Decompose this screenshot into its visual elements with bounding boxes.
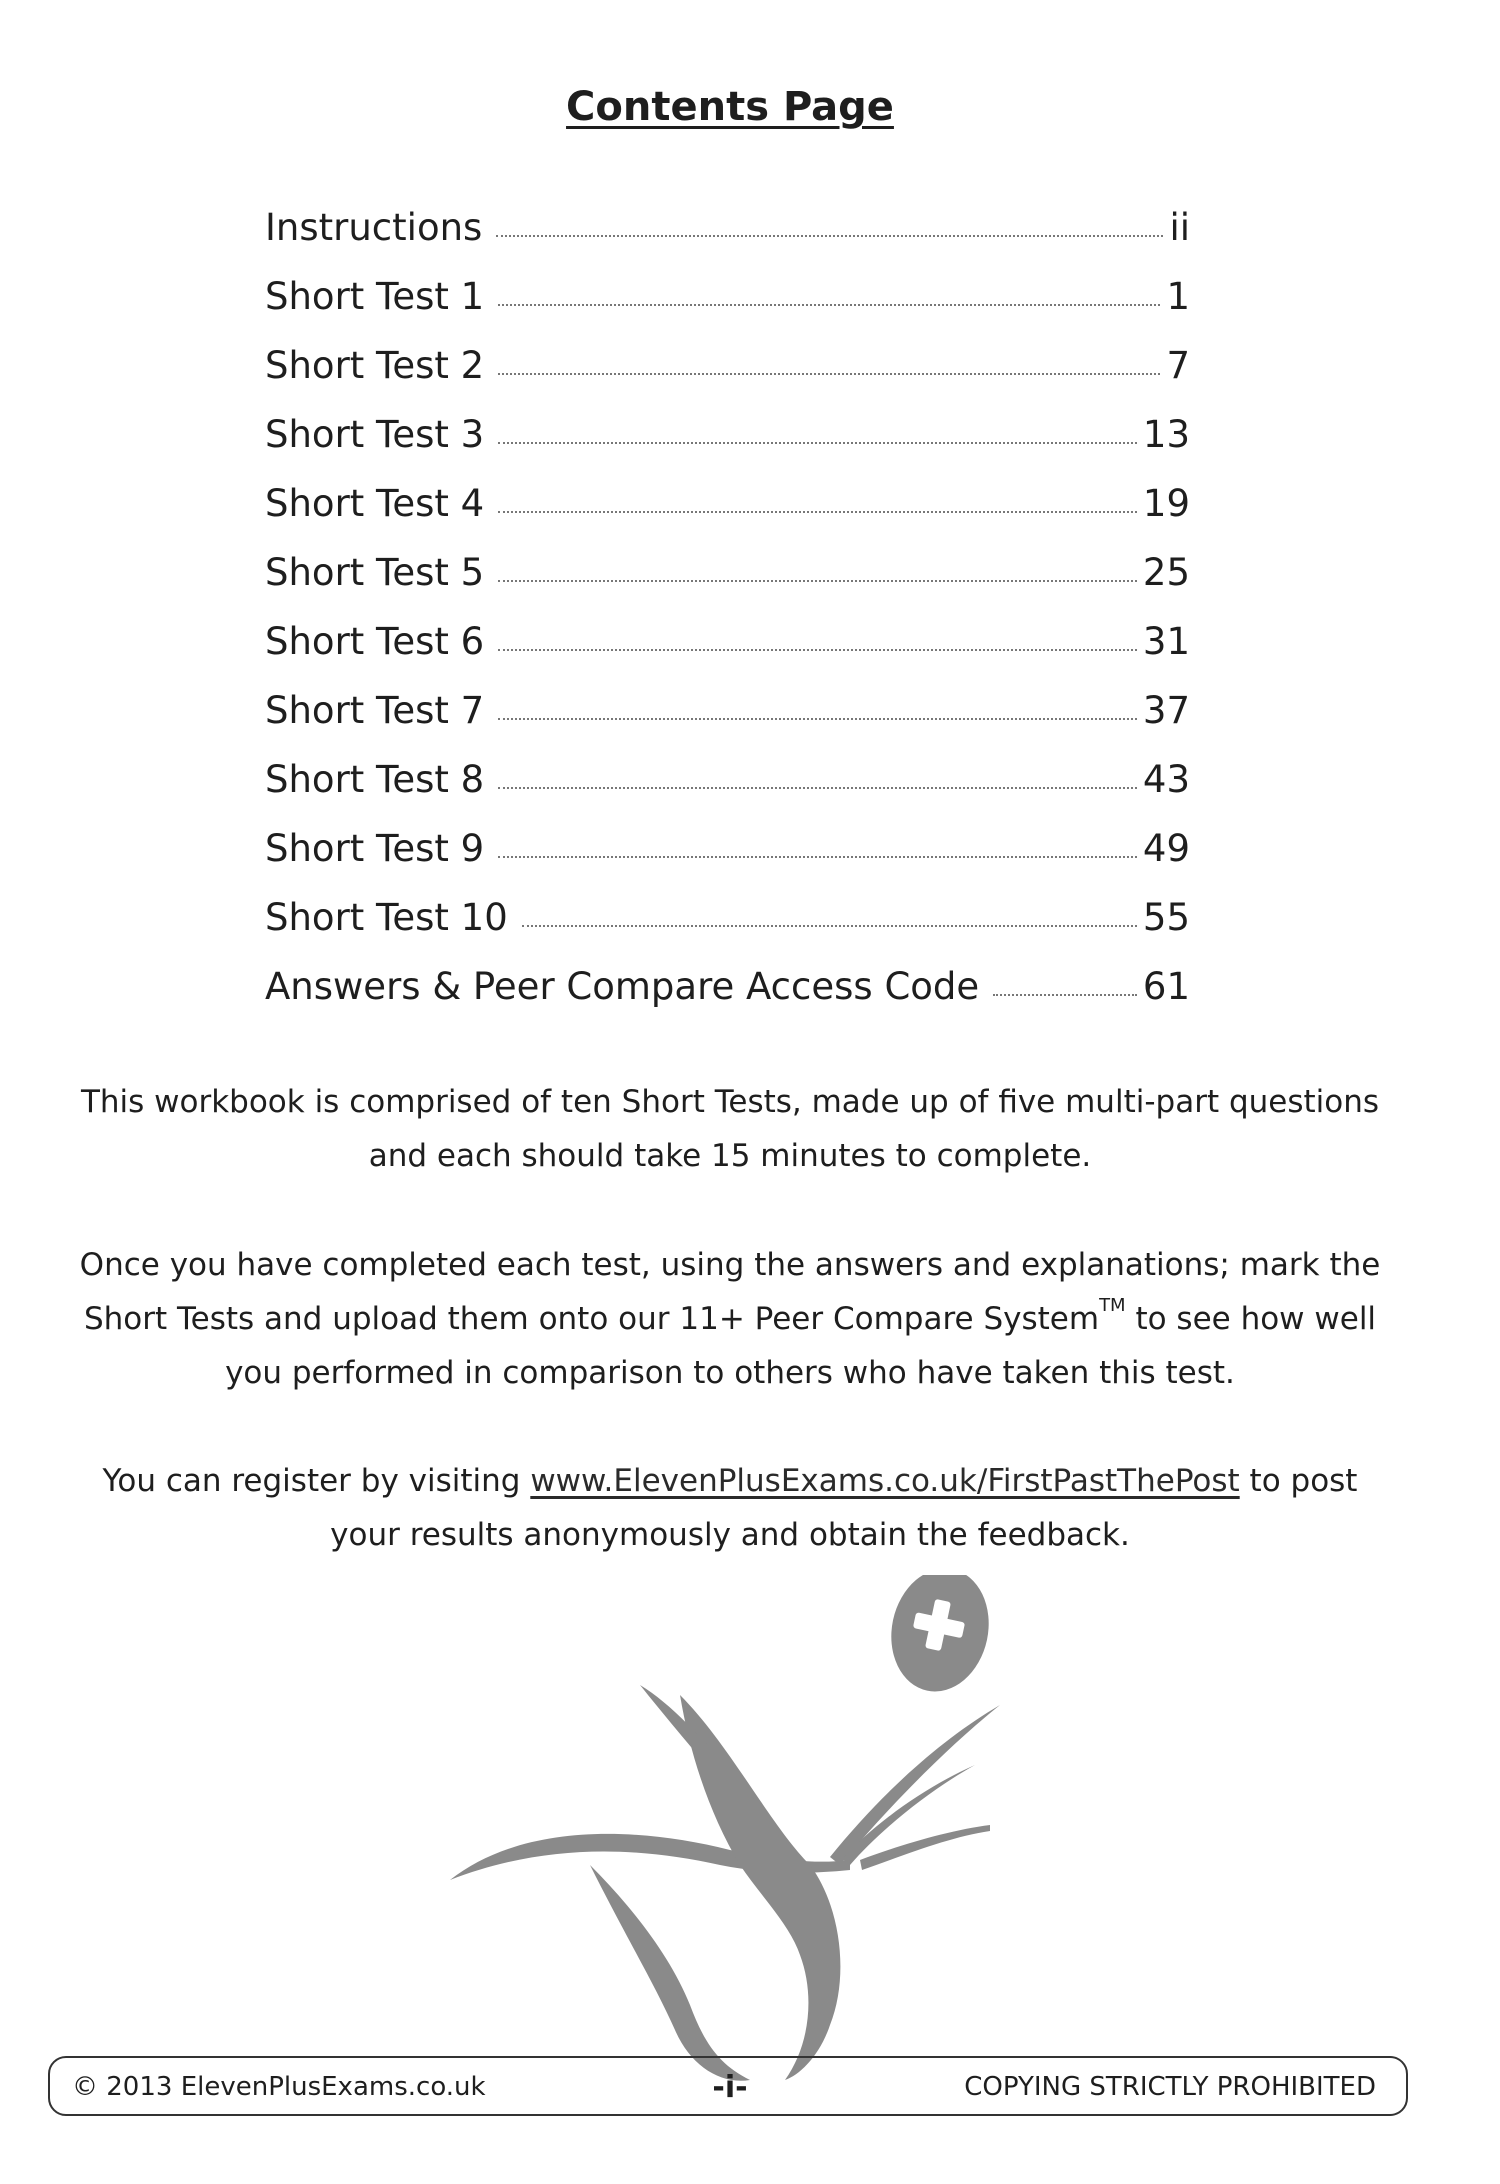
footer-copyright: © 2013 ElevenPlusExams.co.uk bbox=[72, 2072, 486, 2102]
toc-row[interactable] bbox=[265, 318, 1190, 387]
intro-line-1: This workbook is comprised of ten Short Tests, made up of five multi-part questions bbox=[80, 1084, 1380, 1120]
register-text-start: You can register by visiting bbox=[102, 1463, 531, 1499]
toc-label: Short Test 1 bbox=[265, 275, 485, 318]
toc-leader-dots bbox=[498, 511, 1137, 513]
register-text-end: to post bbox=[1239, 1463, 1358, 1499]
peer-compare-runner-logo bbox=[430, 1575, 1050, 2095]
page-title: Contents Page bbox=[566, 84, 894, 130]
toc-label: Answers & Peer Compare Access Code bbox=[265, 965, 980, 1008]
toc-label: Short Test 5 bbox=[265, 551, 485, 594]
toc-label: Short Test 2 bbox=[265, 344, 485, 387]
toc-leader-dots bbox=[498, 787, 1137, 789]
toc-label: Instructions bbox=[265, 206, 483, 249]
toc-row[interactable] bbox=[265, 663, 1190, 732]
toc-page-number: 7 bbox=[1166, 344, 1190, 387]
instructions-line-3: you performed in comparison to others who have taken this test. bbox=[225, 1355, 1235, 1391]
toc-page-number: 43 bbox=[1142, 758, 1190, 801]
instructions-paragraph bbox=[70, 1238, 1390, 1400]
toc-label: Short Test 7 bbox=[265, 689, 485, 732]
toc-page-number: 55 bbox=[1142, 896, 1190, 939]
toc-leader-dots bbox=[498, 580, 1137, 582]
toc-row[interactable] bbox=[265, 939, 1190, 1008]
toc-row[interactable] bbox=[265, 870, 1190, 939]
toc-page-number: 31 bbox=[1142, 620, 1190, 663]
toc-leader-dots bbox=[498, 304, 1160, 306]
toc-page-number: 25 bbox=[1142, 551, 1190, 594]
toc-label: Short Test 9 bbox=[265, 827, 485, 870]
instructions-line-2-start: Short Tests and upload them onto our 11+ Peer Compare System bbox=[83, 1301, 1100, 1337]
toc-row[interactable] bbox=[265, 801, 1190, 870]
toc-row[interactable] bbox=[265, 525, 1190, 594]
footer-notice: COPYING STRICTLY PROHIBITED bbox=[964, 2072, 1376, 2102]
register-line-2: your results anonymously and obtain the feedback. bbox=[330, 1517, 1130, 1553]
toc-label: Short Test 6 bbox=[265, 620, 485, 663]
toc-page-number: 49 bbox=[1142, 827, 1190, 870]
intro-line-2: and each should take 15 minutes to complete. bbox=[368, 1138, 1092, 1174]
toc-leader-dots bbox=[993, 994, 1137, 996]
toc-row[interactable] bbox=[265, 456, 1190, 525]
toc-page-number: 61 bbox=[1142, 965, 1190, 1008]
register-line-1 bbox=[70, 1454, 1390, 1508]
trademark-mark: TM bbox=[1099, 1295, 1126, 1316]
toc-leader-dots bbox=[496, 235, 1163, 237]
toc-leader-dots bbox=[498, 856, 1137, 858]
toc-page-number: 19 bbox=[1142, 482, 1190, 525]
instructions-line-1: Once you have completed each test, using the answers and explanations; mark the bbox=[79, 1247, 1381, 1283]
table-of-contents bbox=[265, 180, 1190, 1008]
toc-label: Short Test 3 bbox=[265, 413, 485, 456]
toc-row[interactable] bbox=[265, 387, 1190, 456]
instructions-line-2-end: to see how well bbox=[1125, 1301, 1377, 1337]
register-paragraph bbox=[70, 1454, 1390, 1562]
toc-leader-dots bbox=[522, 925, 1137, 927]
toc-leader-dots bbox=[498, 442, 1137, 444]
register-link[interactable]: www.ElevenPlusExams.co.uk/FirstPastThePost bbox=[530, 1463, 1240, 1499]
toc-page-number: 13 bbox=[1142, 413, 1190, 456]
toc-page-number: 37 bbox=[1142, 689, 1190, 732]
logo-arm-right bbox=[830, 1705, 1000, 1865]
toc-label: Short Test 4 bbox=[265, 482, 485, 525]
toc-row[interactable] bbox=[265, 594, 1190, 663]
intro-paragraph bbox=[70, 1075, 1390, 1183]
toc-row[interactable] bbox=[265, 180, 1190, 249]
toc-page-number: 1 bbox=[1166, 275, 1190, 318]
toc-leader-dots bbox=[498, 649, 1137, 651]
logo-leg bbox=[590, 1865, 750, 2081]
toc-page-number: ii bbox=[1169, 206, 1190, 249]
instructions-line-2 bbox=[70, 1292, 1390, 1346]
logo-arm-left bbox=[640, 1685, 800, 1863]
toc-leader-dots bbox=[498, 718, 1137, 720]
page-footer bbox=[48, 2056, 1408, 2116]
toc-leader-dots bbox=[498, 373, 1160, 375]
toc-label: Short Test 8 bbox=[265, 758, 485, 801]
toc-row[interactable] bbox=[265, 732, 1190, 801]
toc-label: Short Test 10 bbox=[265, 896, 508, 939]
toc-row[interactable] bbox=[265, 249, 1190, 318]
footer-page-number: -i- bbox=[712, 2070, 748, 2105]
